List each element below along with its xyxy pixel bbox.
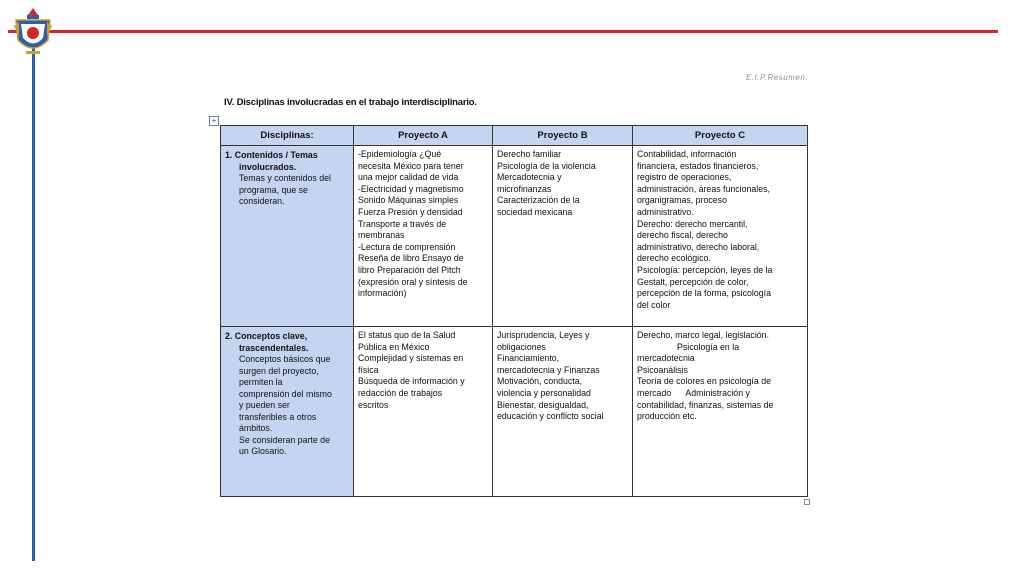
table-row	[221, 327, 808, 497]
cell-proyecto-c-contenidos	[633, 146, 808, 327]
cell-line: libro Preparación del Pitch	[358, 264, 461, 275]
header-red-rule	[8, 30, 998, 33]
cell-line: obligaciones	[497, 341, 546, 352]
disciplines-table	[220, 125, 808, 497]
header-proyecto-c: Proyecto C	[633, 126, 808, 146]
cell-line: Caracterización de la	[497, 195, 580, 206]
cell-line: -Electricidad y magnetismo	[358, 183, 464, 194]
row-label-conceptos	[221, 327, 354, 497]
cell-proyecto-a-conceptos	[354, 327, 493, 497]
row-label-title-cont: trascendentales.	[239, 342, 309, 353]
row-label-desc-line: un Glosario.	[239, 446, 287, 456]
row-label-title: 1. Contenidos / Temas	[225, 150, 318, 160]
table-resize-icon[interactable]	[804, 499, 810, 505]
cell-line: derecho fiscal, derecho	[637, 230, 728, 241]
cell-line: contabilidad, finanzas, sistemas de	[637, 399, 774, 410]
crest-logo-icon	[10, 6, 56, 60]
cell-line: microfinanzas	[497, 183, 552, 194]
table-move-icon[interactable]: +	[209, 116, 219, 126]
cell-line: mercadotecnia	[637, 353, 695, 364]
cell-line: percepción de la forma, psicología	[637, 288, 771, 299]
cell-proyecto-a-contenidos	[354, 146, 493, 327]
cell-line: El status quo de la Salud	[358, 330, 456, 340]
cell-line: Bienestar, desigualdad,	[497, 399, 589, 410]
cell-line: Complejidad y sistemas en	[358, 353, 464, 364]
cell-line: financiera, estados financieros,	[637, 160, 759, 171]
header-proyecto-b: Proyecto B	[493, 126, 633, 146]
cell-line: derecho ecológico.	[637, 253, 711, 264]
cell-line: Derecho: derecho mercantil,	[637, 218, 748, 229]
cell-line: necesita México para tener	[358, 160, 464, 171]
cell-line: Contabilidad, información	[637, 149, 737, 159]
cell-line: información)	[358, 288, 407, 299]
row-label-desc-line: transferibles a otros	[239, 411, 317, 422]
cell-line: mercado Administración y	[637, 387, 750, 398]
cell-line: organigramas, proceso	[637, 195, 727, 206]
cell-line: sociedad mexicana	[497, 206, 573, 217]
row-label-desc-line: Conceptos básicos que	[239, 354, 331, 364]
cell-line: física	[358, 364, 379, 375]
cell-line: Financiamiento,	[497, 353, 560, 364]
cell-line: administrativo.	[637, 206, 694, 217]
row-label-desc-line: surgen del proyecto,	[239, 365, 319, 376]
table-row	[221, 146, 808, 327]
cell-line: Búsqueda de información y	[358, 376, 465, 387]
cell-line: registro de operaciones,	[637, 172, 732, 183]
row-label-contenidos	[221, 146, 354, 327]
cell-proyecto-c-conceptos	[633, 327, 808, 497]
cell-line: -Epidemiología ¿Qué	[358, 149, 442, 159]
cell-line: educación y conflicto social	[497, 411, 604, 422]
cell-proyecto-b-contenidos	[493, 146, 633, 327]
header-disciplinas: Disciplinas:	[221, 126, 354, 146]
cell-line: Gestalt, percepción de color,	[637, 276, 749, 287]
cell-line: Sonido Máquinas simples	[358, 195, 459, 206]
row-label-desc-line: Se consideran parte de	[239, 434, 330, 445]
cell-line: Jurisprudencia, Leyes y	[497, 330, 590, 340]
row-label-desc-line: y pueden ser	[239, 400, 290, 410]
cell-line: escritos	[358, 399, 389, 410]
cell-line: -Lectura de comprensión	[358, 241, 456, 252]
document-header-text: E.I.P.Resumen.	[746, 73, 808, 82]
cell-line: producción etc.	[637, 411, 697, 422]
cell-line: redacción de trabajos	[358, 387, 443, 398]
cell-line: Psicoanálisis	[637, 364, 688, 375]
cell-line: membranas	[358, 230, 405, 241]
row-label-title-cont: involucrados.	[239, 161, 297, 172]
cell-line: Psicología en la	[677, 341, 740, 352]
cell-line: Derecho familiar	[497, 149, 562, 159]
cell-line: Teoría de colores en psicología de	[637, 376, 771, 387]
cell-line: (expresión oral y síntesis de	[358, 276, 468, 287]
cell-line: administración, áreas funcionales,	[637, 183, 771, 194]
cell-line: Derecho, marco legal, legislación.	[637, 330, 770, 340]
row-label-desc-line: permiten la	[239, 377, 283, 387]
section-title: IV. Disciplinas involucradas en el trabajo interdisciplinario.	[224, 97, 477, 108]
table-header-row	[221, 126, 808, 146]
cell-line: una mejor calidad de vida	[358, 172, 459, 183]
cell-line: Reseña de libro Ensayo de	[358, 253, 464, 264]
cell-line: Psicología de la violencia	[497, 160, 596, 171]
cell-line: Psicología: percepción, leyes de la	[637, 264, 773, 275]
side-blue-rule	[32, 45, 35, 561]
row-label-desc-line: comprensión del mismo	[239, 388, 332, 399]
cell-line: Mercadotecnia y	[497, 172, 562, 183]
cell-line: Transporte a través de	[358, 218, 447, 229]
cell-line: Pública en México	[358, 341, 430, 352]
cell-line: Motivación, conducta,	[497, 376, 583, 387]
header-proyecto-a: Proyecto A	[354, 126, 493, 146]
row-label-desc-line: ámbitos.	[239, 423, 273, 433]
cell-line: administrativo, derecho laboral,	[637, 241, 760, 252]
cell-line: mercadotecnia y Finanzas	[497, 364, 600, 375]
cell-line: del color	[637, 299, 671, 310]
row-label-desc-line: consideran.	[239, 196, 285, 206]
row-label-desc-line: Temas y contenidos del	[239, 173, 331, 183]
cell-proyecto-b-conceptos	[493, 327, 633, 497]
cell-line: Fuerza Presión y densidad	[358, 206, 463, 217]
cell-line: violencia y personalidad	[497, 387, 591, 398]
row-label-desc-line: programa, que se	[239, 184, 308, 195]
row-label-title: 2. Conceptos clave,	[225, 331, 308, 341]
